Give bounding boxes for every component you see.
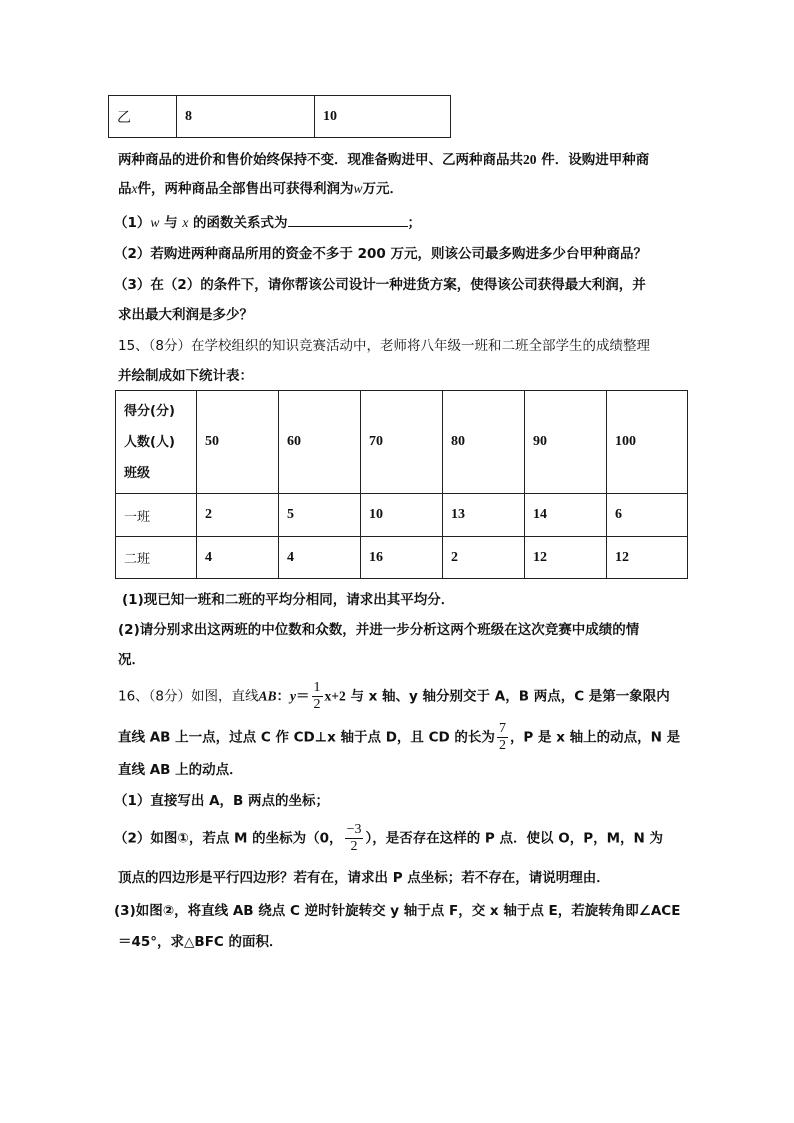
q16-part1: （1）直接写出 A，B 两点的坐标； [114,793,330,809]
table-header-cell: 70 [361,391,443,494]
table-cell: 一班 [116,494,197,537]
q15-part1: (1)现已知一班和二班的平均分相同，请求出其平均分． [122,592,455,608]
table-header-row [116,391,688,494]
table-row [109,96,451,138]
q14-part2: （2）若购进两种商品所用的资金不多于 200 万元，则该公司最多购进多少台甲种商品？ [114,246,647,262]
q14-part3: （3）在（2）的条件下，请你帮该公司设计一种进货方案，使得该公司获得最大利润，并 [114,277,646,293]
table-cell: 6 [607,494,688,537]
q14-text-line: 品x件，两种商品全部售出可获得利润为w万元． [118,181,404,197]
table-row [116,494,688,537]
fraction: $\frac{7}{2}$ [498,721,506,753]
q16-part2: 顶点的四边形是平行四边形？若有在，请求出 P 点坐标；若不存在，请说明理由． [118,870,610,886]
table-cell: 乙 [109,96,177,138]
q16-text-line: 直线 AB 上一点，过点 C 作 CD⊥x 轴于点 D，且 CD 的长为 $\frac{7}{2}$ ，P 是 x 轴上的动点，N 是 [118,721,681,753]
fraction: $\frac{-3}{2}$ [346,822,362,854]
answer-blank[interactable] [288,214,408,227]
table-cell: 二班 [116,537,197,579]
q14-part1: （1）w 与 x 的函数关系式为 ； [114,215,422,231]
table-cell: 10 [315,96,451,138]
q15-text-line: 并绘制成如下统计表： [118,368,253,384]
table-cell: 10 [361,494,443,537]
q15-part2: (2)请分别求出这两班的中位数和众数，并进一步分析这两个班级在这次竞赛中成绩的情 [118,622,640,638]
table-header-cell: 60 [279,391,361,494]
score-table [115,390,688,579]
price-table [108,95,451,138]
header-label: 人数(人) [124,434,175,450]
q16-text-line: 直线 AB 上的动点． [118,762,243,778]
q15-part2: 况． [118,652,145,668]
q16-part3: ＝45°，求△BFC 的面积． [118,934,283,950]
table-cell: 2 [443,537,525,579]
table-header-cell [116,391,197,494]
q14-text-line: 两种商品的进价和售价始终保持不变．现准备购进甲、乙两种商品共20 件．设购进甲种商 [118,152,650,168]
table-cell: 5 [279,494,361,537]
table-cell: 13 [443,494,525,537]
table-header-cell: 90 [525,391,607,494]
table-cell: 14 [525,494,607,537]
table-cell: 16 [361,537,443,579]
table-cell: 2 [197,494,279,537]
table-header-cell: 50 [197,391,279,494]
header-label: 班级 [124,465,151,481]
table-cell: 8 [177,96,315,138]
table-cell: 12 [525,537,607,579]
q14-part3: 求出最大利润是多少？ [118,307,253,323]
table-cell: 12 [607,537,688,579]
fraction: $\frac{1}{2}$ [313,680,321,712]
q15-text-line: 15、（8分）在学校组织的知识竞赛活动中，老师将八年级一班和二班全部学生的成绩整理 [118,338,651,354]
q16-part2: （2）如图①，若点 M 的坐标为（0， $\frac{-3}{2}$ ），是否存在这样的 P 点．使以 O，P，M，N 为 [114,822,664,854]
table-header-cell: 80 [443,391,525,494]
table-row [116,537,688,579]
table-header-cell: 100 [607,391,688,494]
q16-text-line: 16、（8分）如图，直线AB：y＝ $\frac{1}{2}$ x+2 与 x 轴、y 轴分别交于 A，B 两点，C 是第一象限内 [118,680,670,712]
q16-part3: (3)如图②，将直线 AB 绕点 C 逆时针旋转交 y 轴于点 F，交 x 轴于点 E，若旋转角即∠ACE [114,903,681,919]
header-label: 得分(分) [124,403,175,419]
table-cell: 4 [279,537,361,579]
table-cell: 4 [197,537,279,579]
